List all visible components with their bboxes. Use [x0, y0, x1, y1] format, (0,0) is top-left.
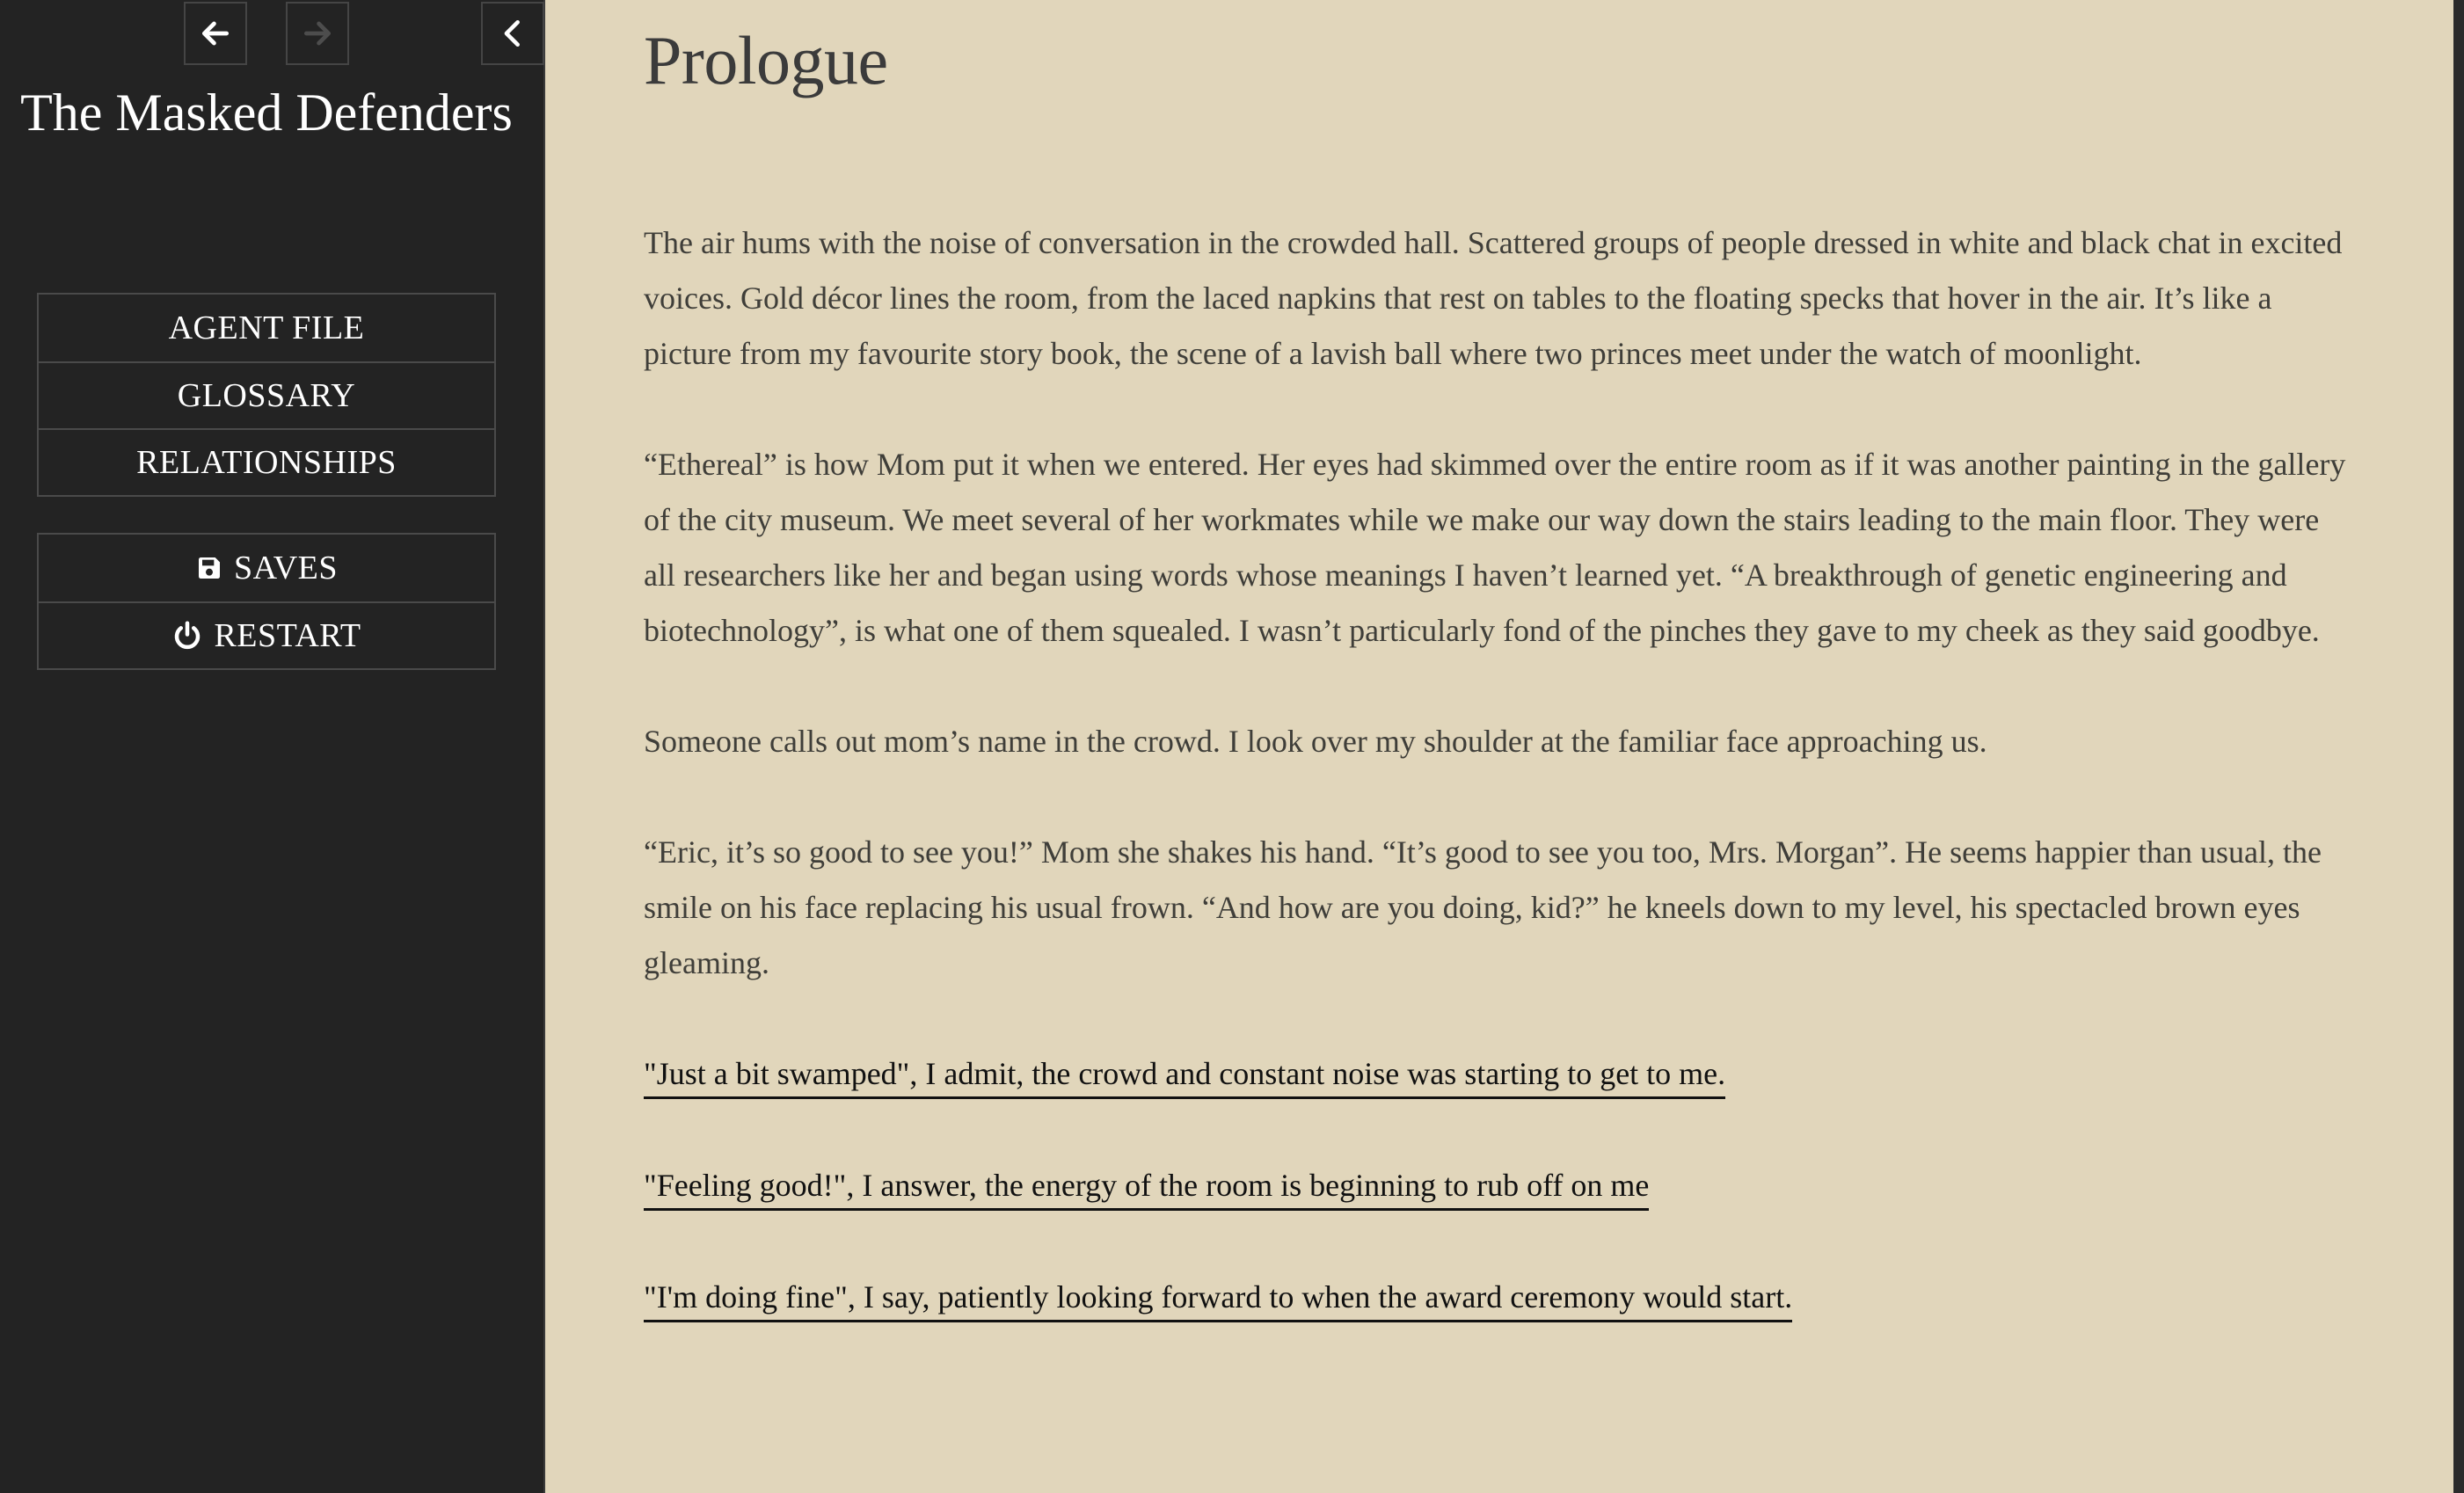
relationships-button[interactable]: [39, 428, 494, 495]
passage-paragraph: Someone calls out mom’s name in the crowd. I look over my shoulder at the familiar face approaching us.: [644, 724, 1987, 759]
choice-item: [644, 1052, 2354, 1099]
power-icon: [171, 620, 203, 652]
sidebar-collapse-button[interactable]: [481, 2, 544, 65]
chevron-left-icon: [499, 18, 526, 48]
system-menu: [37, 533, 496, 670]
passage-title: Prologue: [644, 22, 888, 98]
page-scrollbar[interactable]: [2453, 0, 2464, 1493]
choice-item: [644, 1164, 2354, 1211]
floppy-disk-icon: [195, 554, 223, 582]
story-title: The Masked Defenders: [20, 84, 513, 142]
passage-paragraph: “Eric, it’s so good to see you!” Mom she shakes his hand. “It’s good to see you too, Mrs. Morgan”. He seems happier than usual, the smile on his face replacing his usual frown. “And how are you doing, kid?” he kneels down to my level, his spectacled brown eyes gleaming.: [644, 834, 2322, 980]
choice-link-swamped[interactable]: "Just a bit swamped", I admit, the crowd and constant noise was starting to get to me.: [644, 1052, 1725, 1099]
menu-item-label: SAVES: [234, 550, 338, 586]
agent-file-button[interactable]: [39, 295, 494, 361]
sidebar: [0, 0, 545, 1493]
choice-item: [644, 1276, 2354, 1322]
glossary-button[interactable]: [39, 361, 494, 428]
choice-link-feeling-good[interactable]: "Feeling good!", I answer, the energy of the room is beginning to rub off on me: [644, 1164, 1649, 1211]
history-forward-button[interactable]: [286, 2, 349, 65]
passage: [644, 0, 2354, 1322]
menu-item-label: GLOSSARY: [177, 377, 356, 414]
menu-item-label: RESTART: [214, 617, 361, 654]
passage-paragraph: “Ethereal” is how Mom put it when we entered. Her eyes had skimmed over the entire room as if it was another painting in the gallery of the city museum. We meet several of her workmates while we make our way down the stairs leading to the main floor. They were all researchers like her and began using words whose meanings I haven’t learned yet. “A breakthrough of genetic engineering and biotechnology”, is what one of them squealed. I wasn’t particularly fond of the pinches they gave to my cheek as they said goodbye.: [644, 447, 2346, 648]
history-back-button[interactable]: [184, 2, 247, 65]
menu-item-label: RELATIONSHIPS: [136, 444, 397, 481]
restart-button[interactable]: [39, 601, 494, 668]
menu-item-label: AGENT FILE: [168, 310, 365, 346]
saves-button[interactable]: [39, 535, 494, 601]
passage-paragraph: The air hums with the noise of conversation in the crowded hall. Scattered groups of people dressed in white and black chat in excited voices. Gold décor lines the room, from the laced napkins that rest on tables to the floating specks that hover in the air. It’s like a picture from my favourite story book, the scene of a lavish ball where two princes meet under the watch of moonlight.: [644, 225, 2343, 371]
choice-link-doing-fine[interactable]: "I'm doing fine", I say, patiently looking forward to when the award ceremony would start.: [644, 1276, 1792, 1322]
story-menu: [37, 293, 496, 497]
arrow-right-icon: [301, 17, 334, 50]
arrow-left-icon: [199, 17, 232, 50]
